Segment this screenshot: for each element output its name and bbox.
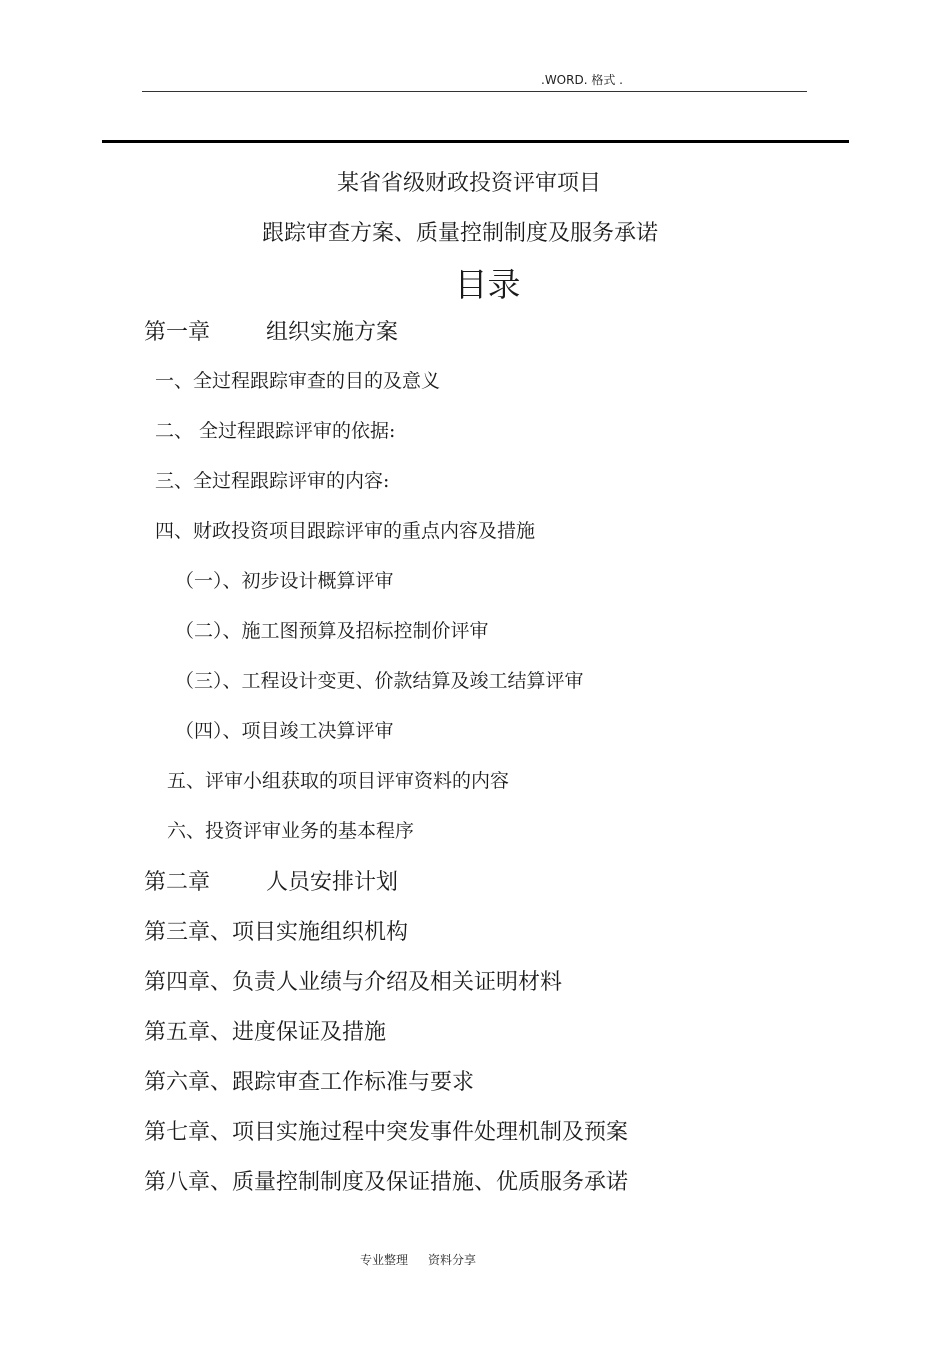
- toc-section-5: 五、评审小组获取的项目评审资料的内容: [167, 770, 510, 792]
- toc-chapter-7: 第七章、项目实施过程中突发事件处理机制及预案: [144, 1120, 629, 1145]
- toc-section-4: 四、财政投资项目跟踪评审的重点内容及措施: [155, 520, 536, 542]
- footer-right-text: 资料分享: [428, 1253, 477, 1267]
- toc-chapter-5: 第五章、进度保证及措施: [144, 1020, 387, 1045]
- toc-subsection-2: （二）、施工图预算及招标控制价评审: [175, 620, 489, 642]
- toc-chapter-6: 第六章、跟踪审查工作标准与要求: [144, 1070, 475, 1095]
- toc-subsection-1: （一）、初步设计概算评审: [175, 570, 394, 592]
- toc-subsection-3: （三）、工程设计变更、价款结算及竣工结算评审: [175, 670, 584, 692]
- footer-left-text: 专业整理: [360, 1253, 409, 1267]
- page-header-text: .WORD. 格式 .: [541, 73, 623, 87]
- toc-chapter-4: 第四章、负责人业绩与介绍及相关证明材料: [144, 970, 563, 995]
- toc-section-6: 六、投资评审业务的基本程序: [167, 820, 415, 842]
- toc-section-1: 一、全过程跟踪审查的目的及意义: [155, 370, 441, 392]
- toc-chapter-8: 第八章、质量控制制度及保证措施、优质服务承诺: [144, 1170, 629, 1195]
- title-divider: [102, 140, 849, 143]
- header-rule: [142, 91, 807, 92]
- toc-chapter-1: 第一章 组织实施方案: [144, 320, 398, 345]
- toc-section-3: 三、全过程跟踪评审的内容:: [155, 470, 390, 492]
- page-footer: [360, 1251, 476, 1268]
- toc-section-2: 二、 全过程跟踪评审的依据:: [155, 420, 396, 442]
- document-title-line2: 跟踪审查方案、质量控制制度及服务承诺: [261, 221, 658, 246]
- toc-chapter-3: 第三章、项目实施组织机构: [144, 920, 409, 945]
- document-title-line1: 某省省级财政投资评审项目: [336, 171, 601, 196]
- toc-subsection-4: （四）、项目竣工决算评审: [175, 720, 394, 742]
- toc-heading: 目录: [454, 265, 521, 304]
- toc-chapter-2: 第二章 人员安排计划: [144, 870, 398, 895]
